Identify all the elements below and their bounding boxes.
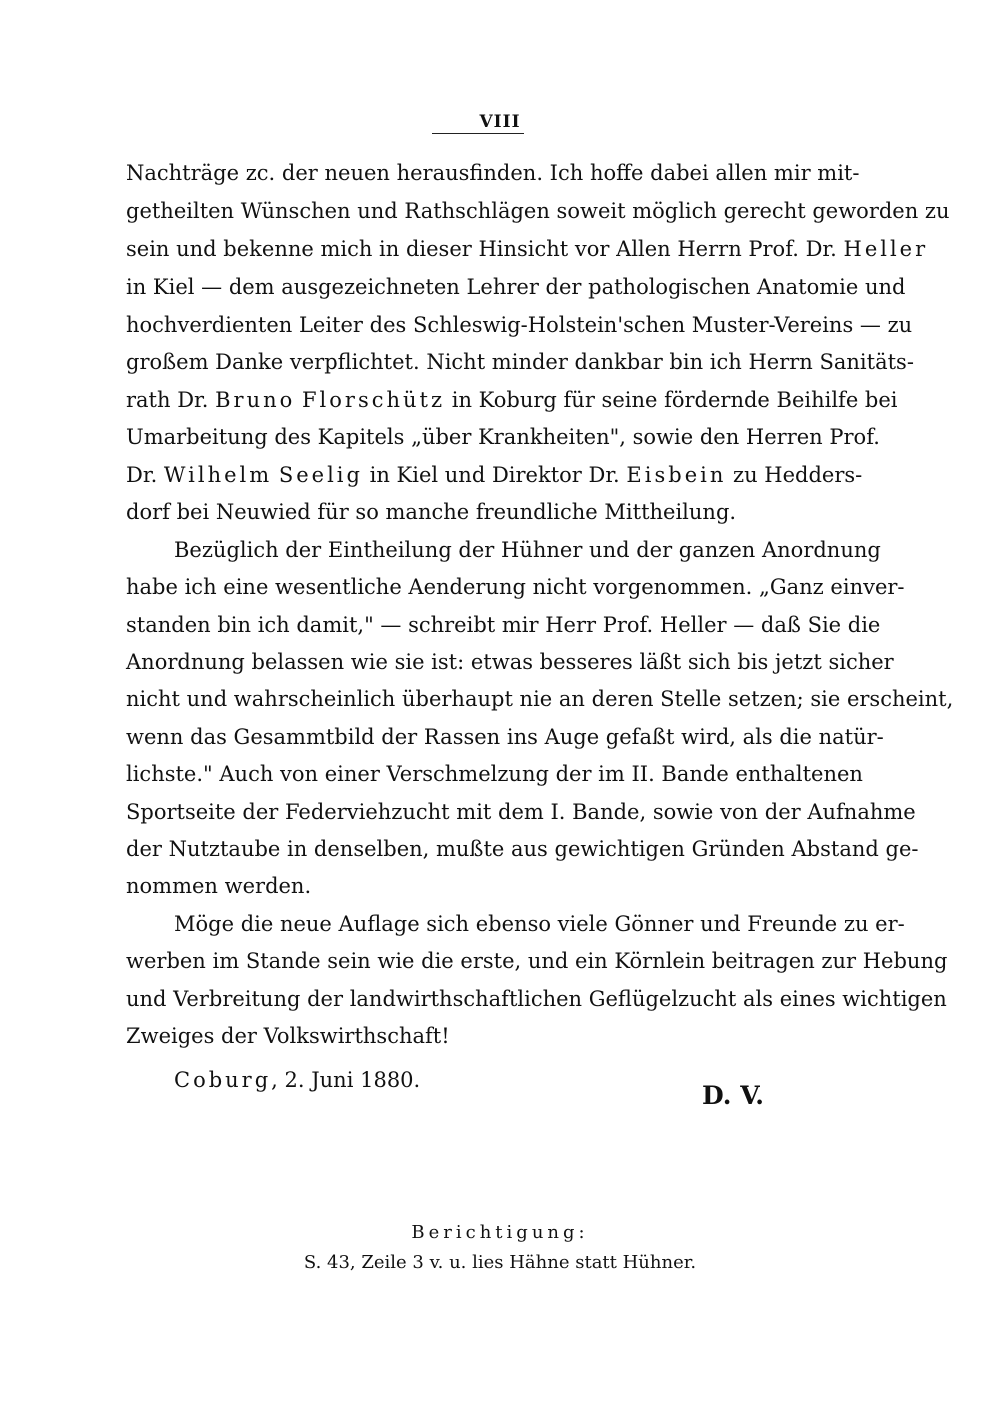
p2-line-4: Anordnung belassen wie sie ist: etwas besseres läßt sich bis jetzt sicher <box>126 650 894 674</box>
p2-line-7: lichste." Auch von einer Verschmelzung der im II. Bande enthaltenen <box>126 762 863 786</box>
p2-line-10: nommen werden. <box>126 874 312 898</box>
name-wilhelm: Wilhelm <box>163 463 273 487</box>
p3-line-2: werben im Stande sein wie die erste, und ein Körnlein beitragen zur Hebung <box>126 949 948 973</box>
p1-line-8: Umarbeitung des Kapitels „über Krankheiten", sowie den Herren Prof. <box>126 425 880 449</box>
page-number: VIII <box>479 112 521 132</box>
p2-line-6: wenn das Gesammtbild der Rassen ins Auge gefaßt wird, als die natür- <box>126 725 884 749</box>
place-name: Coburg <box>174 1068 272 1092</box>
place-date <box>174 1065 420 1095</box>
p3-line-3: und Verbreitung der landwirthschaftlichen Geflügelzucht als eines wichtigen <box>126 987 947 1011</box>
p3-line-4: Zweiges der Volkswirthschaft! <box>126 1024 450 1048</box>
p1-line-3 <box>126 234 929 264</box>
errata-text: S. 43, Zeile 3 v. u. lies Hähne statt Hühner. <box>303 1252 697 1273</box>
name-bruno: Bruno <box>215 388 296 412</box>
p1-line-6: großem Danke verpflichtet. Nicht minder dankbar bin ich Herrn Sanitäts- <box>126 350 914 374</box>
p1-line-9-suffix: zu Hedders- <box>726 463 863 487</box>
name-florschuetz: Florschütz <box>301 388 446 412</box>
errata-title: Berichtigung: <box>411 1222 589 1243</box>
date: , 2. Juni 1880. <box>271 1068 421 1092</box>
name-eisbein: Eisbein <box>626 463 727 487</box>
p1-line-1: Nachträge zc. der neuen herausfinden. Ich hoffe dabei allen mir mit- <box>126 161 860 185</box>
p1-line-7-suffix: in Koburg für seine fördernde Beihilfe bei <box>445 388 898 412</box>
p1-line-5: hochverdienten Leiter des Schleswig-Holstein'schen Muster-Vereins — zu <box>126 313 913 337</box>
p2-line-3: standen bin ich damit," — schreibt mir Herr Prof. Heller — daß Sie die <box>126 613 881 637</box>
p1-line-4: in Kiel — dem ausgezeichneten Lehrer der pathologischen Anatomie und <box>126 275 906 299</box>
p1-line-7 <box>126 385 898 415</box>
p1-line-9-prefix: Dr. <box>126 463 164 487</box>
p2-line-2: habe ich eine wesentliche Aenderung nicht vorgenommen. „Ganz einver- <box>126 575 905 599</box>
p3-line-1: Möge die neue Auflage sich ebenso viele Gönner und Freunde zu er- <box>174 912 905 936</box>
p2-line-9: der Nutztaube in denselben, mußte aus gewichtigen Gründen Abstand ge- <box>126 837 919 861</box>
signature: D. V. <box>702 1081 764 1110</box>
p2-line-1: Bezüglich der Eintheilung der Hühner und der ganzen Anordnung <box>174 538 881 562</box>
p1-line-2: getheilten Wünschen und Rathschlägen soweit möglich gerecht geworden zu <box>126 199 950 223</box>
name-heller: Heller <box>843 237 929 261</box>
name-seelig: Seelig <box>278 463 363 487</box>
p1-line-3-text: sein und bekenne mich in dieser Hinsicht vor Allen Herrn Prof. Dr. <box>126 237 844 261</box>
p1-line-7-prefix: rath Dr. <box>126 388 216 412</box>
p1-line-9-mid: in Kiel und Direktor Dr. <box>362 463 627 487</box>
p1-line-10: dorf bei Neuwied für so manche freundliche Mittheilung. <box>126 500 737 524</box>
p2-line-8: Sportseite der Federviehzucht mit dem I. Bande, sowie von der Aufnahme <box>126 800 916 824</box>
header-rule <box>432 133 524 134</box>
p2-line-5: nicht und wahrscheinlich überhaupt nie an deren Stelle setzen; sie erscheint, <box>126 687 954 711</box>
p1-line-9 <box>126 460 863 490</box>
